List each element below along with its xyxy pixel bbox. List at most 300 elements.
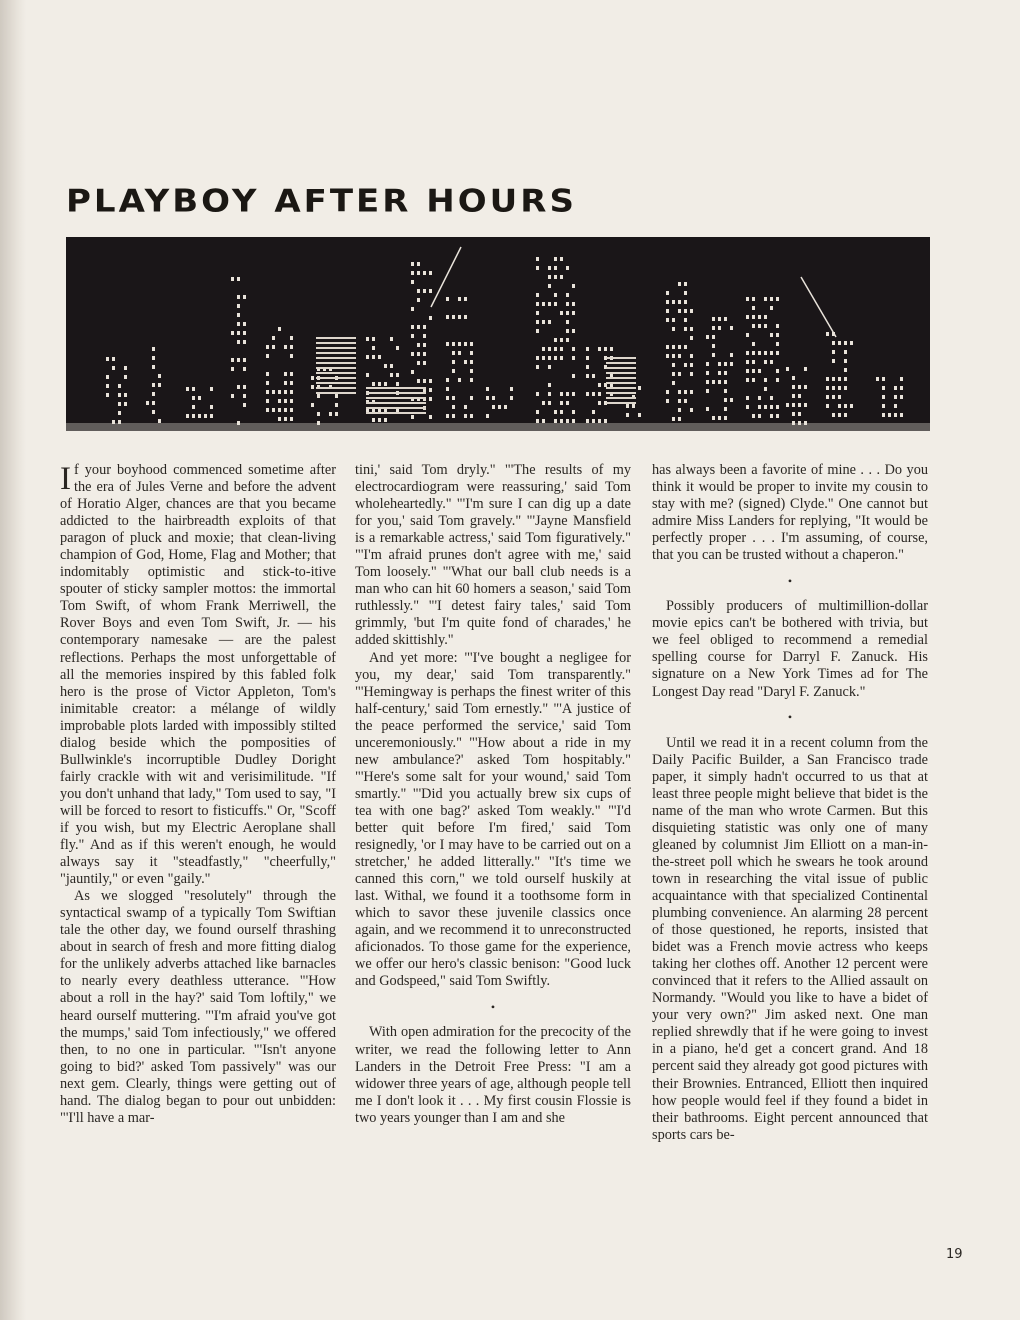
window-light <box>335 394 338 398</box>
window-light <box>838 404 841 408</box>
window-light <box>536 266 539 270</box>
section-separator: • <box>787 573 793 588</box>
window-light <box>786 403 789 407</box>
paragraph: tini,' said Tom dryly." "'The results of my electrocardiogram were reassuring,' said Tom wholeheartedly." "'I'm sure I can dig up a date for you,' said Tom gravely." "'Jayne Mansfield is a remarkable actress,' said Tom figuratively." "'I'm afraid prunes don't agree with me,' said Tom loosely." "'What our ball club needs is a man who can hit 60 homers a season,' said Tom ruthlessly." "'I detest fairy tales,' said Tom grimmly, 'but I'm quite fond of charades,' he added skittishly." <box>355 462 631 649</box>
window-light <box>429 316 432 320</box>
window-light <box>366 373 369 377</box>
section-separator: • <box>787 710 793 725</box>
window-light <box>752 297 755 301</box>
window-light <box>411 334 414 338</box>
paragraph: As we slogged "resolutely" through the syntactical swamp of a typically Tom Swiftian tale the other day, we found ourself thrashing about in search of fresh and more fitting dialog for the unlikely adverbs attached like barnacles to nearly every deathless utterance. "'How about a roll in the hay?' said Tom loftily," we heard ourself muttering. "'I'm afraid you've got the mumps,' said Tom infectiously," we offered then, to no one in particular. "'Isn't anyone going to bid?' asked Tom passively" was our next gem. Clearly, things were getting out of hand. The dialog began to pour out unbidden: "'I'll have a mar- <box>60 888 336 1126</box>
lit-building-stripe <box>366 397 426 399</box>
window-light <box>548 347 551 351</box>
window-light <box>678 345 681 349</box>
window-light <box>237 358 240 362</box>
window-light <box>560 338 563 342</box>
window-light <box>266 345 269 349</box>
window-light <box>554 419 557 423</box>
window-light <box>106 384 109 388</box>
window-light <box>542 356 545 360</box>
window-light <box>372 355 375 359</box>
window-light <box>417 271 420 275</box>
window-light <box>804 385 807 389</box>
window-light <box>632 404 635 408</box>
window-light <box>464 414 467 418</box>
window-light <box>718 326 721 330</box>
window-light <box>776 324 779 328</box>
window-light <box>266 399 269 403</box>
window-light <box>572 311 575 315</box>
window-light <box>706 362 709 366</box>
window-light <box>626 413 629 417</box>
window-light <box>684 327 687 331</box>
window-light <box>411 280 414 284</box>
window-light <box>894 386 897 390</box>
window-light <box>770 414 773 418</box>
window-light <box>604 347 607 351</box>
window-light <box>752 414 755 418</box>
window-light <box>730 326 733 330</box>
window-light <box>798 394 801 398</box>
window-light <box>730 398 733 402</box>
window-light <box>158 374 161 378</box>
page-number: 19 <box>946 1247 963 1262</box>
window-light <box>548 266 551 270</box>
paragraph: And yet more: "'I've bought a negligee for you, my dear,' said Tom transparently." "'Hemingway is perhaps the finest writer of this half-century,' said Tom ernestly." "'A justice of the peace performed the service,' said Tom unceremoniously." "'How about a ride in my new ambulance?' asked Tom hospitably." "'Here's some salt for your wound,' said Tom smartly." "'Did you actually brew six cups of tea with one bag?' asked Tom weakly." "'I'd better quit before I'm fired,' said Tom resignedly, 'or I may have to be carried out on a stretcher,' he added litterally." "It's time we canned this corn," we told ourself huskily at last. Withal, we found it a toothsome form in which to savor these juvenile classics once again, and we recommend it to unreconstructed aficionados. To those game for the experience, we offer our hero's classic benison: "Good luck and Godspeed," said Tom Swiftly. <box>355 649 631 990</box>
window-light <box>832 377 835 381</box>
window-light <box>186 414 189 418</box>
window-light <box>882 413 885 417</box>
window-light <box>417 379 420 383</box>
window-light <box>746 297 749 301</box>
window-light <box>882 395 885 399</box>
window-light <box>452 360 455 364</box>
window-light <box>272 336 275 340</box>
window-light <box>411 271 414 275</box>
window-light <box>690 309 693 313</box>
window-light <box>690 336 693 340</box>
window-light <box>638 413 641 417</box>
window-light <box>536 320 539 324</box>
window-light <box>458 342 461 346</box>
street-lights-band <box>66 423 930 431</box>
window-light <box>752 315 755 319</box>
lit-building-stripe <box>606 377 636 379</box>
window-light <box>764 324 767 328</box>
window-light <box>746 360 749 364</box>
window-light <box>396 346 399 350</box>
window-light <box>231 277 234 281</box>
column-1 <box>60 462 336 1127</box>
window-light <box>548 356 551 360</box>
window-light <box>266 354 269 358</box>
window-light <box>554 266 557 270</box>
window-light <box>666 318 669 322</box>
window-light <box>764 387 767 391</box>
window-light <box>838 413 841 417</box>
window-light <box>112 366 115 370</box>
window-light <box>290 390 293 394</box>
window-light <box>838 386 841 390</box>
window-light <box>610 347 613 351</box>
window-light <box>536 329 539 333</box>
window-light <box>586 356 589 360</box>
window-light <box>470 414 473 418</box>
window-light <box>536 257 539 261</box>
window-light <box>290 336 293 340</box>
window-light <box>586 392 589 396</box>
window-light <box>724 362 727 366</box>
window-light <box>730 353 733 357</box>
window-light <box>542 302 545 306</box>
window-light <box>586 419 589 423</box>
window-light <box>770 405 773 409</box>
window-light <box>678 390 681 394</box>
window-light <box>672 381 675 385</box>
window-light <box>598 401 601 405</box>
window-light <box>776 414 779 418</box>
window-light <box>900 413 903 417</box>
window-light <box>566 329 569 333</box>
window-light <box>560 356 563 360</box>
window-light <box>237 340 240 344</box>
lit-building-stripe <box>316 367 356 369</box>
lit-building-stripe <box>316 352 356 354</box>
paragraph-text: f your boyhood commenced sometime after the era of Jules Verne and before the advent of Horatio Alger, chances are that you became addicted to the hairbreadth exploits of that paragon of pluck and moxie; that clean-living champion of God, Home, Flag and Mother; that indomitably optimistic and stick-to-itive spouter of sticky sampler mottos: the immortal Tom Swift, of whom Frank Merriwell, the Rover Boys and even Tom Swift, Jr. — his contemporary namesake — are the palest reflections. Perhaps the most unforgettable of all the memories inspired by this fabled folk hero is the prose of Victor Appleton, Tom's inimitable creator: a mélange of wildly improbable plots larded with impossibly stilted dialog beside which the pomposities of Bullwinkle's incorruptible Dudley Doright fairly crackle with wit and verisimilitude. "If you don't unhand that lady," Tom used to say, "I will be forced to resort to fisticuffs." Or, "Scoff if you wish, but my Electric Aeroplane shall fly." And as if this weren't enough, he would always say it "steadfastly," "cheerfully," "jauntily," or even "gaily." <box>60 462 336 888</box>
window-light <box>112 357 115 361</box>
drop-cap: I <box>60 461 71 497</box>
window-light <box>758 369 761 373</box>
window-light <box>458 315 461 319</box>
window-light <box>429 415 432 419</box>
window-light <box>243 322 246 326</box>
window-light <box>690 327 693 331</box>
window-light <box>278 327 281 331</box>
window-light <box>290 408 293 412</box>
window-light <box>464 342 467 346</box>
window-light <box>536 419 539 423</box>
window-light <box>566 293 569 297</box>
window-light <box>243 367 246 371</box>
window-light <box>690 372 693 376</box>
window-light <box>844 359 847 363</box>
window-light <box>776 405 779 409</box>
window-light <box>464 405 467 409</box>
window-light <box>536 356 539 360</box>
window-light <box>832 341 835 345</box>
window-light <box>900 386 903 390</box>
window-light <box>572 347 575 351</box>
window-light <box>372 382 375 386</box>
window-light <box>464 297 467 301</box>
window-light <box>792 376 795 380</box>
window-light <box>804 367 807 371</box>
window-light <box>446 297 449 301</box>
window-light <box>712 335 715 339</box>
window-light <box>458 297 461 301</box>
window-light <box>237 322 240 326</box>
window-light <box>536 293 539 297</box>
window-light <box>554 257 557 261</box>
window-light <box>572 329 575 333</box>
window-light <box>548 320 551 324</box>
window-light <box>492 405 495 409</box>
paragraph: With open admiration for the precocity of the writer, we read the following letter to Ann Landers in the Detroit Free Press: "I am a widower three years of age, although people tell me I don't look it . . . My first cousin Flossie is two years younger than I am and she <box>355 1024 631 1126</box>
window-light <box>758 315 761 319</box>
window-light <box>770 297 773 301</box>
window-light <box>317 412 320 416</box>
window-light <box>882 377 885 381</box>
lit-building-stripe <box>316 387 356 389</box>
window-light <box>106 393 109 397</box>
window-light <box>798 385 801 389</box>
lit-building-stripe <box>606 362 636 364</box>
window-light <box>706 389 709 393</box>
window-light <box>566 401 569 405</box>
window-light <box>666 354 669 358</box>
window-light <box>192 396 195 400</box>
window-light <box>290 399 293 403</box>
window-light <box>237 331 240 335</box>
window-light <box>572 410 575 414</box>
window-light <box>284 345 287 349</box>
window-light <box>452 342 455 346</box>
window-light <box>894 413 897 417</box>
window-light <box>684 282 687 286</box>
window-light <box>832 386 835 390</box>
window-light <box>429 397 432 401</box>
window-light <box>452 405 455 409</box>
window-light <box>464 315 467 319</box>
window-light <box>678 399 681 403</box>
window-light <box>210 387 213 391</box>
window-light <box>718 317 721 321</box>
window-light <box>706 407 709 411</box>
paragraph: has always been a favorite of mine . . . Do you think it would be proper to invite my cousin to stay with me? (signed) Clyde." One cannot but admire Miss Landers for replying, "It would be perfectly proper . . . I'm assuming, of course, that you can be trusted without a chaperon." <box>652 462 928 564</box>
window-light <box>243 403 246 407</box>
window-light <box>604 419 607 423</box>
window-light <box>566 338 569 342</box>
window-light <box>486 387 489 391</box>
window-light <box>146 401 149 405</box>
window-light <box>290 354 293 358</box>
window-light <box>231 331 234 335</box>
window-light <box>678 354 681 358</box>
window-light <box>311 376 314 380</box>
window-light <box>684 291 687 295</box>
window-light <box>470 342 473 346</box>
window-light <box>548 302 551 306</box>
window-light <box>378 382 381 386</box>
window-light <box>231 367 234 371</box>
window-light <box>770 396 773 400</box>
window-light <box>384 418 387 422</box>
window-light <box>470 396 473 400</box>
window-light <box>417 262 420 266</box>
window-light <box>492 396 495 400</box>
window-light <box>446 315 449 319</box>
window-light <box>764 360 767 364</box>
window-light <box>452 315 455 319</box>
window-light <box>638 386 641 390</box>
window-light <box>730 362 733 366</box>
window-light <box>470 360 473 364</box>
window-light <box>284 408 287 412</box>
window-light <box>776 342 779 346</box>
window-light <box>290 381 293 385</box>
window-light <box>572 284 575 288</box>
window-light <box>548 365 551 369</box>
window-light <box>560 410 563 414</box>
window-light <box>384 382 387 386</box>
window-light <box>429 271 432 275</box>
window-light <box>752 306 755 310</box>
window-light <box>792 385 795 389</box>
window-light <box>798 403 801 407</box>
window-light <box>423 325 426 329</box>
window-light <box>329 412 332 416</box>
window-light <box>560 419 563 423</box>
window-light <box>776 351 779 355</box>
window-light <box>366 337 369 341</box>
window-light <box>844 368 847 372</box>
window-light <box>458 378 461 382</box>
window-light <box>746 378 749 382</box>
window-light <box>510 387 513 391</box>
window-light <box>243 295 246 299</box>
window-light <box>124 375 127 379</box>
window-light <box>554 410 557 414</box>
window-light <box>850 341 853 345</box>
window-light <box>724 407 727 411</box>
window-light <box>560 311 563 315</box>
window-light <box>776 369 779 373</box>
lit-building-stripe <box>606 372 636 374</box>
window-light <box>378 355 381 359</box>
window-light <box>192 405 195 409</box>
window-light <box>586 365 589 369</box>
window-light <box>192 387 195 391</box>
page-title: PLAYBOY AFTER HOURS <box>66 183 577 220</box>
window-light <box>712 353 715 357</box>
window-light <box>826 395 829 399</box>
window-light <box>266 408 269 412</box>
window-light <box>566 302 569 306</box>
window-light <box>586 374 589 378</box>
window-light <box>290 417 293 421</box>
window-light <box>566 392 569 396</box>
window-light <box>678 300 681 304</box>
window-light <box>752 351 755 355</box>
window-light <box>758 351 761 355</box>
lit-building-stripe <box>316 372 356 374</box>
window-light <box>210 414 213 418</box>
window-light <box>423 343 426 347</box>
lit-building-stripe <box>606 402 636 404</box>
window-light <box>666 309 669 313</box>
window-light <box>832 395 835 399</box>
window-light <box>826 404 829 408</box>
window-light <box>678 282 681 286</box>
window-light <box>776 333 779 337</box>
window-light <box>758 405 761 409</box>
window-light <box>776 297 779 301</box>
window-light <box>366 355 369 359</box>
window-light <box>548 392 551 396</box>
window-light <box>832 359 835 363</box>
window-light <box>678 309 681 313</box>
window-light <box>626 404 629 408</box>
lit-building-stripe <box>606 367 636 369</box>
window-light <box>572 419 575 423</box>
window-light <box>486 396 489 400</box>
window-light <box>243 331 246 335</box>
window-light <box>724 389 727 393</box>
window-light <box>592 392 595 396</box>
window-light <box>429 379 432 383</box>
window-light <box>554 293 557 297</box>
window-light <box>470 369 473 373</box>
lit-building-stripe <box>606 357 636 359</box>
window-light <box>446 414 449 418</box>
window-light <box>548 284 551 288</box>
window-light <box>752 369 755 373</box>
window-light <box>746 333 749 337</box>
window-light <box>372 346 375 350</box>
window-light <box>290 345 293 349</box>
window-light <box>598 383 601 387</box>
window-light <box>278 399 281 403</box>
window-light <box>826 332 829 336</box>
window-light <box>724 371 727 375</box>
window-light <box>243 358 246 362</box>
window-light <box>284 399 287 403</box>
lit-building-stripe <box>606 382 636 384</box>
window-light <box>411 415 414 419</box>
window-light <box>446 342 449 346</box>
window-light <box>746 405 749 409</box>
window-light <box>560 275 563 279</box>
window-light <box>548 401 551 405</box>
window-light <box>423 289 426 293</box>
window-light <box>372 337 375 341</box>
window-light <box>335 412 338 416</box>
window-light <box>566 311 569 315</box>
window-light <box>237 277 240 281</box>
window-light <box>124 366 127 370</box>
window-light <box>411 262 414 266</box>
window-light <box>894 404 897 408</box>
window-light <box>278 417 281 421</box>
window-light <box>231 394 234 398</box>
window-light <box>542 347 545 351</box>
window-light <box>486 414 489 418</box>
window-light <box>684 300 687 304</box>
lit-building-stripe <box>366 412 426 414</box>
window-light <box>243 394 246 398</box>
window-light <box>804 403 807 407</box>
window-light <box>684 399 687 403</box>
window-light <box>764 405 767 409</box>
window-light <box>770 351 773 355</box>
window-light <box>572 356 575 360</box>
window-light <box>826 386 829 390</box>
paragraph: Possibly producers of multimillion-dollar movie epics can't be bothered with trivia, but we feel obliged to recommend a remedial spelling course for Darryl F. Zanuck. His signature on a New York Times ad for The Longest Day read "Daryl F. Zanuck." <box>652 598 928 700</box>
window-light <box>666 399 669 403</box>
window-light <box>284 390 287 394</box>
window-light <box>106 375 109 379</box>
window-light <box>152 347 155 351</box>
